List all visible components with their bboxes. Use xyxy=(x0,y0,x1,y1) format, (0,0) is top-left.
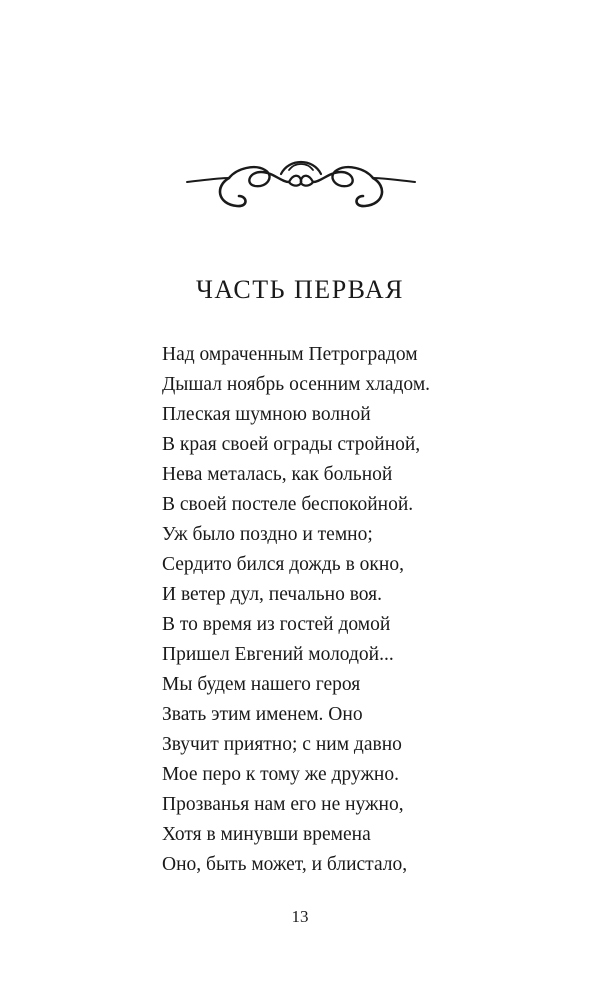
poem-line: Прозванья нам его не нужно, xyxy=(162,794,404,815)
poem-line: Нева металась, как больной xyxy=(162,464,393,485)
poem-line: Хотя в минувши времена xyxy=(162,824,371,845)
poem-line: Сердито бился дождь в окно, xyxy=(162,554,404,575)
poem-line: Над омраченным Петроградом xyxy=(162,344,418,365)
poem-line: В своей постеле беспокойной. xyxy=(162,494,414,515)
poem-line: Оно, быть может, и блистало, xyxy=(162,854,408,875)
flourish-ornament-icon xyxy=(185,152,417,214)
poem-line: Мы будем нашего героя xyxy=(162,674,361,695)
poem-line: Уж было поздно и темно; xyxy=(162,524,373,545)
poem-stanza xyxy=(162,340,430,880)
poem-line: Мое перо к тому же дружно. xyxy=(162,764,399,785)
chapter-title: ЧАСТЬ ПЕРВАЯ xyxy=(196,275,404,304)
poem-line: В то время из гостей домой xyxy=(162,614,391,635)
poem-line: И ветер дул, печально воя. xyxy=(162,584,383,605)
poem-line: Звучит приятно; с ним давно xyxy=(162,734,402,755)
poem-line: Пришел Евгений молодой... xyxy=(162,644,394,665)
page-number: 13 xyxy=(291,907,309,926)
poem-line: В края своей ограды стройной, xyxy=(162,434,421,455)
poem-line: Звать этим именем. Оно xyxy=(162,704,363,725)
poem-line: Плеская шумною волной xyxy=(162,404,371,425)
poem-line: Дышал ноябрь осенним хладом. xyxy=(162,374,431,395)
